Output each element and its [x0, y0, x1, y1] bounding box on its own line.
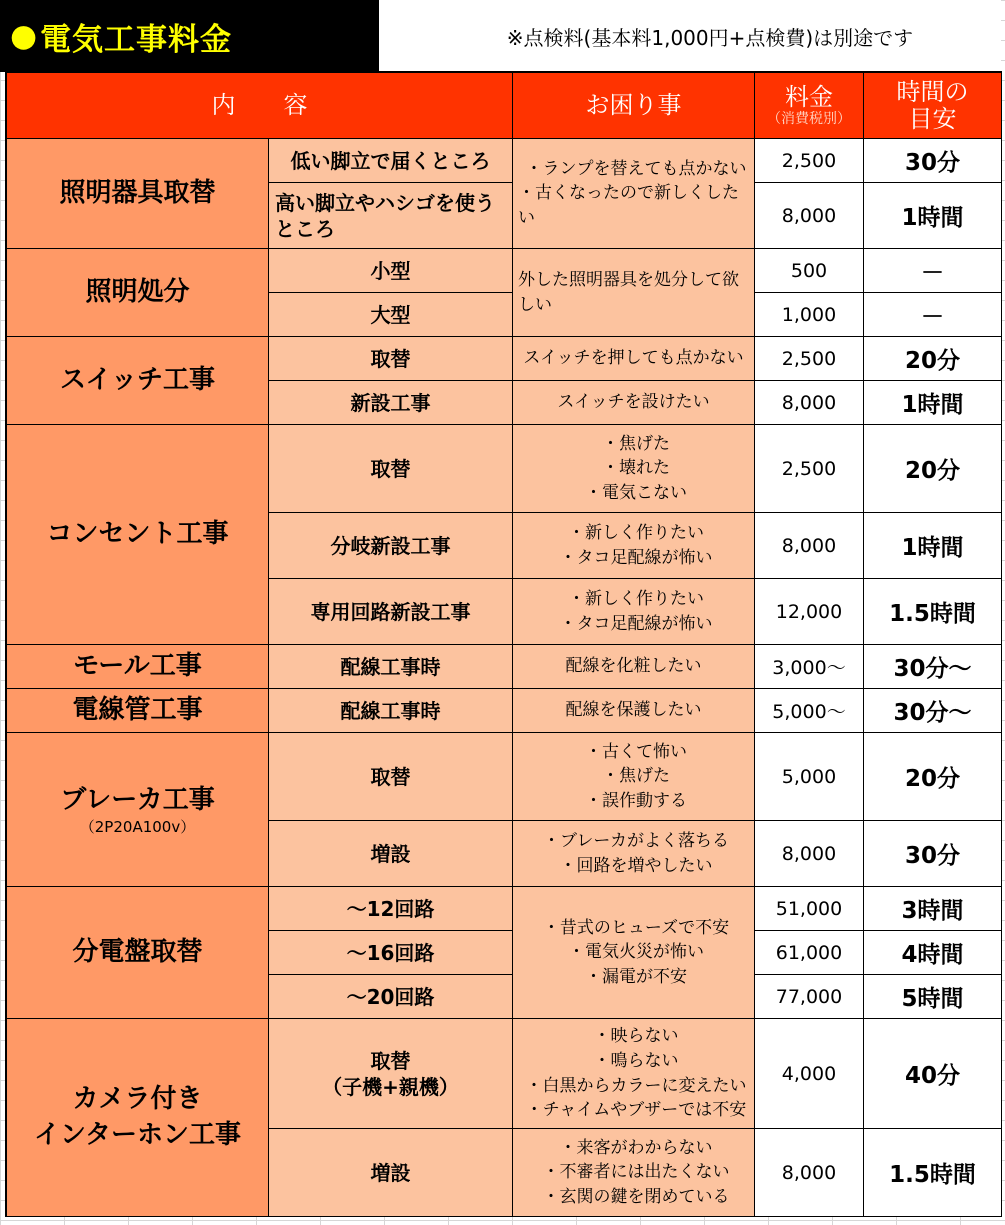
price-lighting-low: 2,500 — [755, 139, 864, 183]
header-trouble — [513, 73, 755, 139]
issue-intercom-replace — [513, 1019, 755, 1129]
time-outlet-branch: 1時間 — [864, 513, 1002, 579]
header-price-tax-note: （消費税別） — [767, 111, 851, 127]
issue-molding: 配線を化粧したい — [513, 645, 755, 689]
header-time-line2: 目安 — [908, 104, 957, 133]
category-lighting: 照明器具取替 — [7, 139, 269, 249]
issue-disposal: 外した照明器具を処分して欲しい — [513, 249, 755, 337]
price-intercom-replace: 4,000 — [755, 1019, 864, 1129]
issue-line: ・昔式のヒューズで不安 — [542, 917, 730, 938]
price-intercom-add: 8,000 — [755, 1129, 864, 1217]
header-time-line1: 時間の — [896, 78, 969, 107]
issue-line: ・電気こない — [585, 482, 687, 503]
category-intercom-line1: カメラ付き — [72, 1084, 203, 1115]
time-disposal-small: － — [864, 249, 1002, 293]
issue-outlet-replace — [513, 425, 755, 513]
category-intercom-line2: インターホン工事 — [34, 1119, 241, 1150]
issue-conduit: 配線を保護したい — [513, 689, 755, 733]
time-switch-replace: 20分 — [864, 337, 1002, 381]
subitem-panel-16: ～16回路 — [269, 931, 513, 975]
price-panel-20: 77,000 — [755, 975, 864, 1019]
issue-line: ・漏電が不安 — [585, 966, 687, 987]
issue-line: ・不審者には出たくない — [542, 1162, 730, 1183]
subitem-intercom-add: 増設 — [269, 1129, 513, 1217]
issue-line: ・電気火災が怖い — [568, 942, 704, 963]
header-time — [864, 73, 1002, 139]
time-conduit: 30分～ — [864, 689, 1002, 733]
time-intercom-add: 1.5時間 — [864, 1129, 1002, 1217]
category-disposal: 照明処分 — [7, 249, 269, 337]
time-intercom-replace: 40分 — [864, 1019, 1002, 1129]
subitem-outlet-branch: 分岐新設工事 — [269, 513, 513, 579]
price-outlet-branch: 8,000 — [755, 513, 864, 579]
issue-outlet-dedicated — [513, 579, 755, 645]
price-switch-new: 8,000 — [755, 381, 864, 425]
category-breaker — [7, 733, 269, 887]
price-disposal-large: 1,000 — [755, 293, 864, 337]
subitem-molding: 配線工事時 — [269, 645, 513, 689]
header-price-label: 料金 — [785, 82, 833, 111]
issue-line: ・新しく作りたい — [568, 588, 704, 609]
issue-line: ・チャイムやブザーでは不安 — [525, 1100, 747, 1121]
price-table — [5, 71, 1002, 1217]
issue-line: ・タコ足配線が怖い — [559, 613, 713, 634]
subitem-lighting-low: 低い脚立で届くところ — [269, 139, 513, 183]
issue-line: ・壊れた — [602, 458, 670, 479]
subitem-disposal-small: 小型 — [269, 249, 513, 293]
issue-breaker-replace — [513, 733, 755, 821]
subitem-breaker-add: 増設 — [269, 821, 513, 887]
price-switch-replace: 2,500 — [755, 337, 864, 381]
issue-line: ・映らない — [593, 1026, 679, 1047]
bullet-icon: ● — [10, 18, 39, 54]
subitem-switch-replace: 取替 — [269, 337, 513, 381]
time-switch-new: 1時間 — [864, 381, 1002, 425]
time-panel-16: 4時間 — [864, 931, 1002, 975]
header-price — [755, 73, 864, 139]
inspection-fee-note: ※点検料(基本料1,000円+点検費)は別途です — [379, 0, 1001, 72]
price-lighting-high: 8,000 — [755, 183, 864, 249]
issue-lighting — [513, 139, 755, 249]
issue-line: ・誤作動する — [585, 790, 687, 811]
price-outlet-dedicated: 12,000 — [755, 579, 864, 645]
subitem-disposal-large: 大型 — [269, 293, 513, 337]
category-intercom — [7, 1019, 269, 1217]
issue-intercom-add — [513, 1129, 755, 1217]
issue-line: ・ランプを替えても点かない — [525, 158, 747, 179]
category-conduit: 電線管工事 — [7, 689, 269, 733]
time-breaker-add: 30分 — [864, 821, 1002, 887]
issue-line: ・鳴らない — [593, 1050, 679, 1071]
issue-line: ・新しく作りたい — [568, 522, 704, 543]
issue-line: ・白黒からカラーに変えたい — [525, 1075, 747, 1096]
category-outlet: コンセント工事 — [7, 425, 269, 645]
issue-switch-new: スイッチを設けたい — [513, 381, 755, 425]
subitem-outlet-replace: 取替 — [269, 425, 513, 513]
header-content — [7, 73, 513, 139]
subitem-outlet-dedicated: 専用回路新設工事 — [269, 579, 513, 645]
subitem-panel-12: ～12回路 — [269, 887, 513, 931]
issue-line: ・ブレーカがよく落ちる — [543, 830, 729, 851]
issue-switch-replace: スイッチを押しても点かない — [513, 337, 755, 381]
subitem-breaker-replace: 取替 — [269, 733, 513, 821]
subitem-intercom-replace-line2: （子機+親機） — [322, 1074, 459, 1099]
header-content-label: 内 容 — [211, 91, 308, 120]
issue-breaker-add — [513, 821, 755, 887]
issue-line: ・回路を増やしたい — [559, 855, 713, 876]
subitem-conduit: 配線工事時 — [269, 689, 513, 733]
issue-line: ・古くなったので新しくしたい — [518, 183, 739, 228]
issue-line: ・焦げた — [602, 433, 670, 454]
subitem-panel-20: ～20回路 — [269, 975, 513, 1019]
page-title-text: 電気工事料金 — [40, 21, 233, 58]
issue-line: ・玄関の鍵を閉めている — [542, 1186, 730, 1207]
category-molding: モール工事 — [7, 645, 269, 689]
time-lighting-low: 30分 — [864, 139, 1002, 183]
subitem-lighting-high: 高い脚立やハシゴを使うところ — [269, 183, 513, 249]
time-breaker-replace: 20分 — [864, 733, 1002, 821]
price-disposal-small: 500 — [755, 249, 864, 293]
issue-outlet-branch — [513, 513, 755, 579]
price-panel-12: 51,000 — [755, 887, 864, 931]
issue-line: ・来客がわからない — [559, 1137, 713, 1158]
price-outlet-replace: 2,500 — [755, 425, 864, 513]
header-trouble-label: お困り事 — [585, 91, 682, 120]
time-outlet-dedicated: 1.5時間 — [864, 579, 1002, 645]
subitem-switch-new: 新設工事 — [269, 381, 513, 425]
price-conduit: 5,000～ — [755, 689, 864, 733]
issue-line: ・焦げた — [602, 766, 670, 787]
price-panel-16: 61,000 — [755, 931, 864, 975]
time-disposal-large: － — [864, 293, 1002, 337]
time-molding: 30分～ — [864, 645, 1002, 689]
time-panel-20: 5時間 — [864, 975, 1002, 1019]
subitem-intercom-replace — [269, 1019, 513, 1129]
time-outlet-replace: 20分 — [864, 425, 1002, 513]
price-molding: 3,000～ — [755, 645, 864, 689]
category-panel: 分電盤取替 — [7, 887, 269, 1019]
subitem-intercom-replace-line1: 取替 — [370, 1048, 411, 1073]
issue-line: ・古くて怖い — [585, 741, 687, 762]
category-breaker-label: ブレーカ工事 — [60, 784, 215, 815]
price-breaker-add: 8,000 — [755, 821, 864, 887]
time-panel-12: 3時間 — [864, 887, 1002, 931]
price-breaker-replace: 5,000 — [755, 733, 864, 821]
issue-panel — [513, 887, 755, 1019]
category-breaker-spec: （2P20A100v） — [79, 818, 196, 837]
category-switch: スイッチ工事 — [7, 337, 269, 425]
time-lighting-high: 1時間 — [864, 183, 1002, 249]
page-title — [0, 0, 379, 72]
issue-line: ・タコ足配線が怖い — [559, 547, 713, 568]
